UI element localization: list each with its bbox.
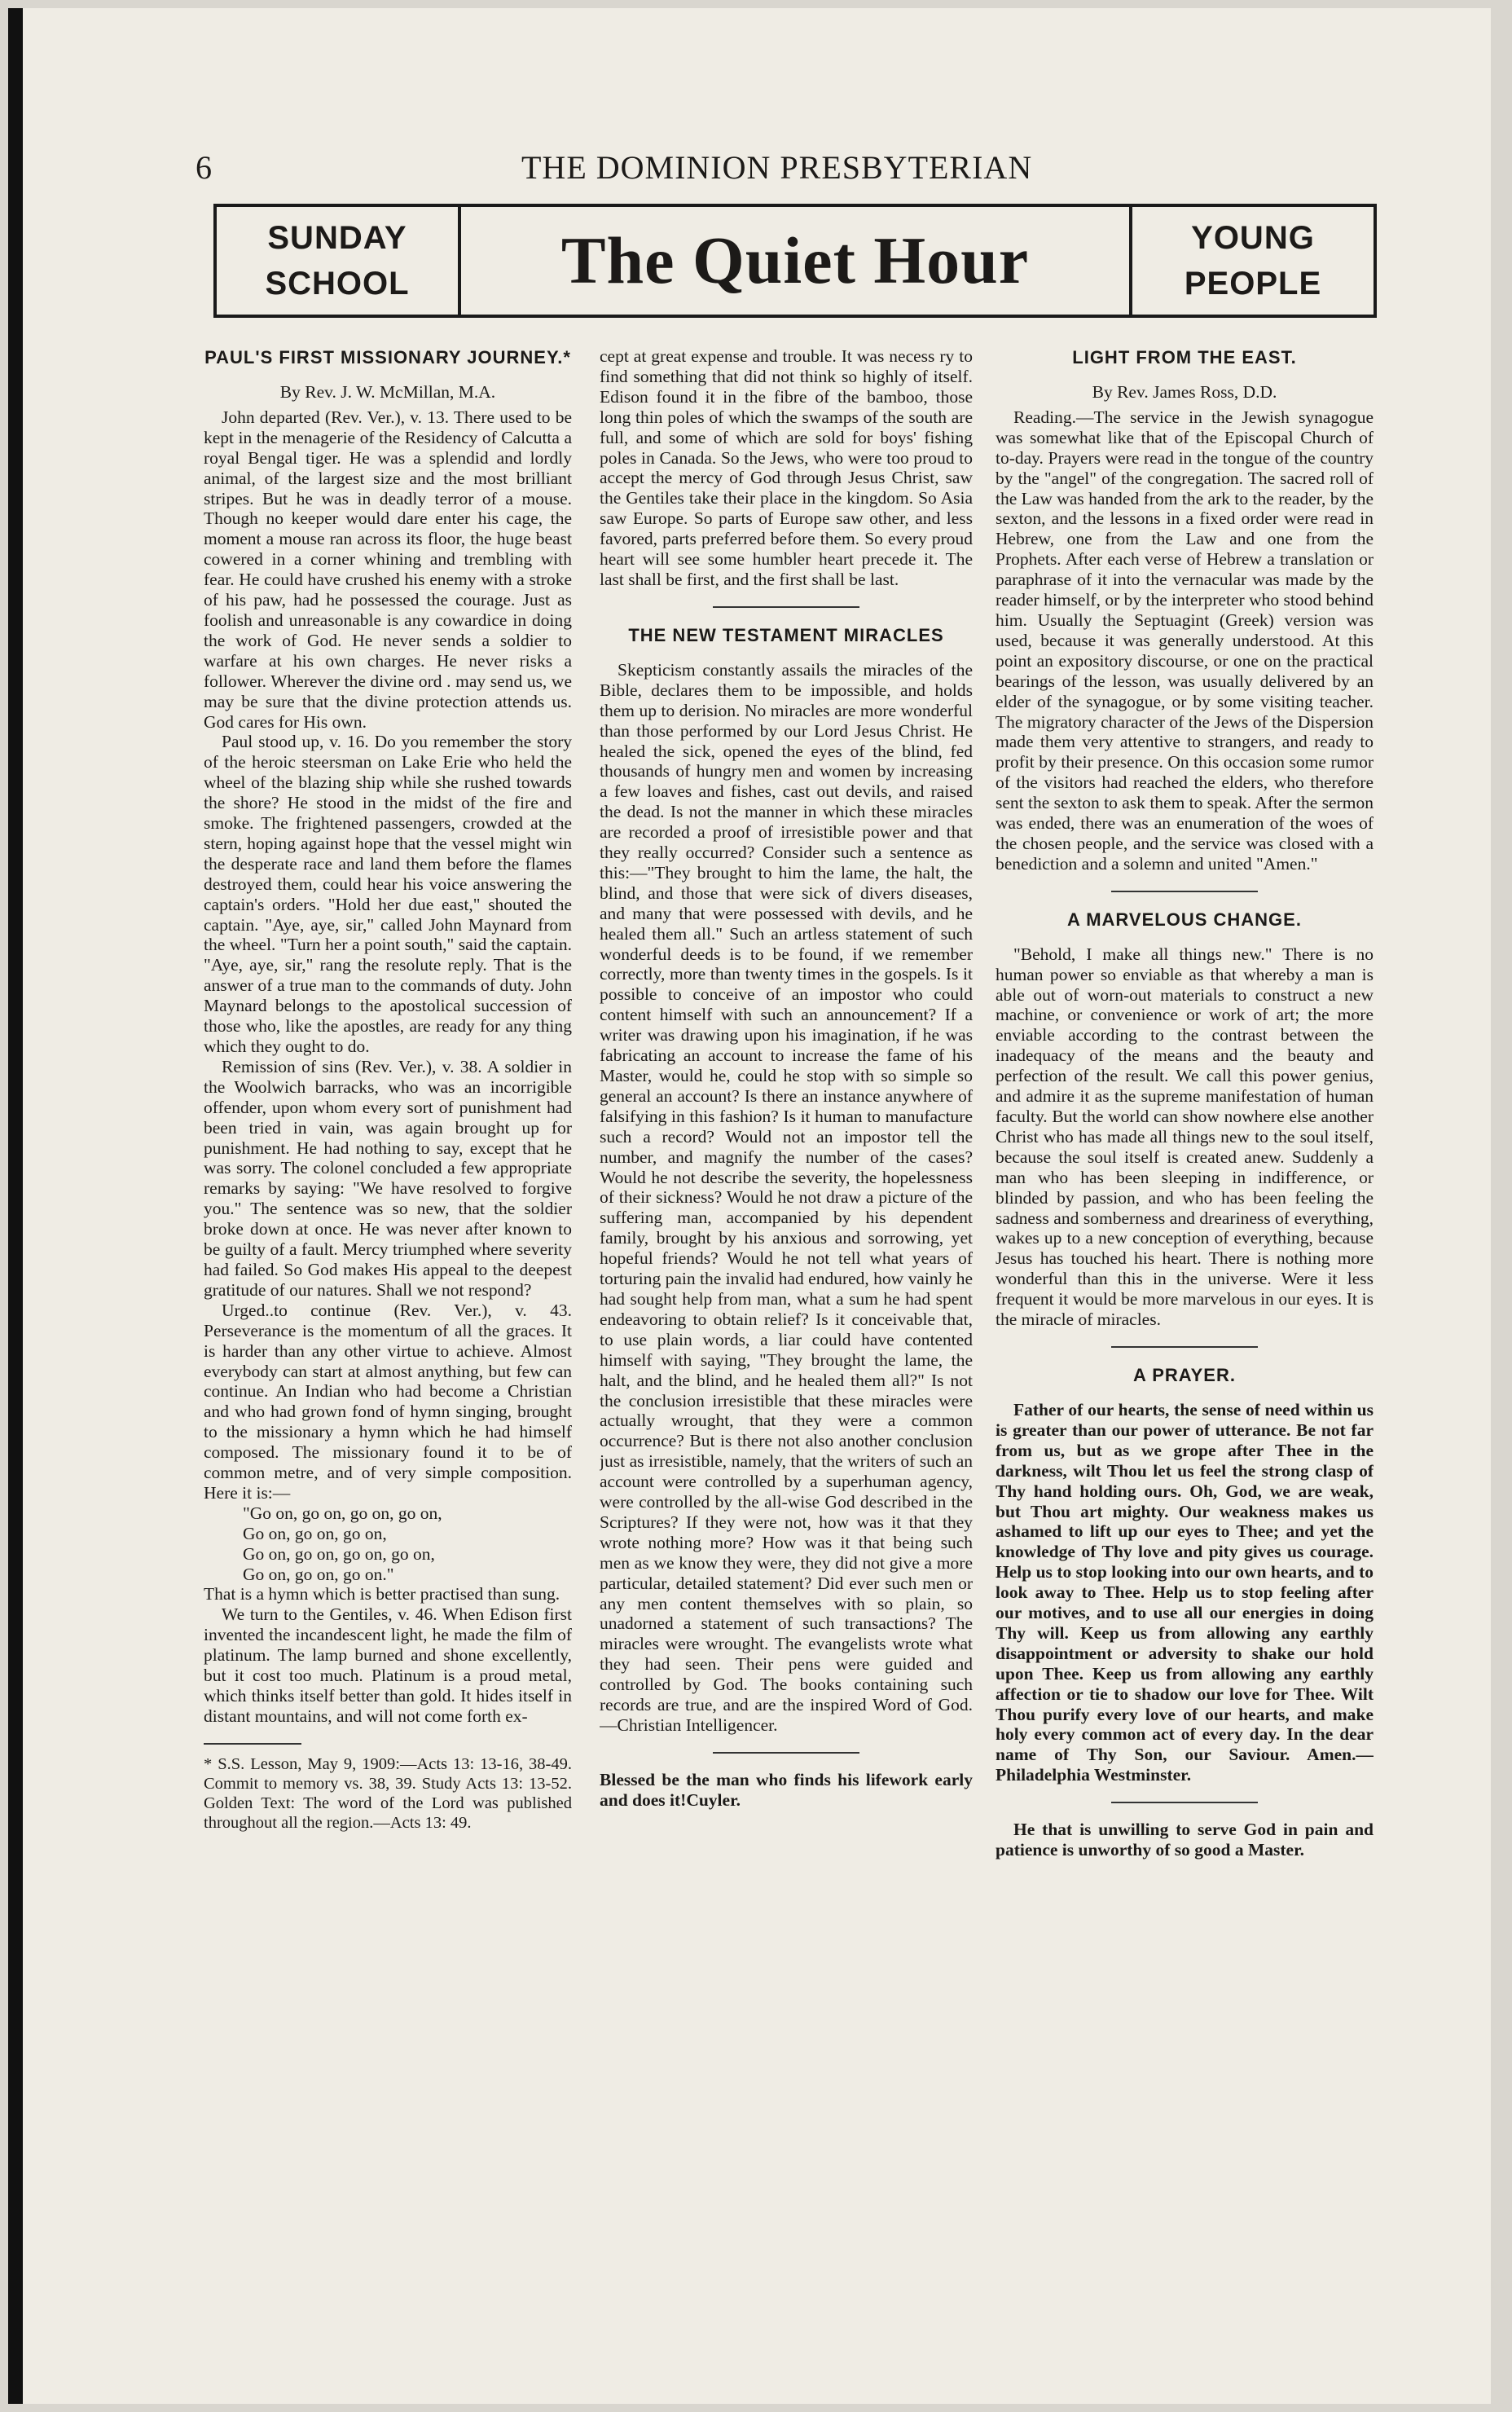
article-byline: By Rev. J. W. McMillan, M.A. xyxy=(279,382,496,402)
scan-edge xyxy=(8,8,23,2404)
closing-quote: Blessed be the man who finds his lifework early and does it!Cuyler. xyxy=(600,1769,973,1810)
section-rule xyxy=(1111,1346,1258,1348)
running-head xyxy=(196,148,1377,189)
article-heading-miracles: THE NEW TESTAMENT MIRACLES xyxy=(628,624,944,645)
column-2 xyxy=(600,346,973,2335)
column-3 xyxy=(996,346,1374,2335)
article-heading-light: LIGHT FROM THE EAST. xyxy=(1072,347,1297,368)
hymn-line: Go on, go on, go on." xyxy=(243,1564,394,1584)
banner-left-line-2: SCHOOL xyxy=(265,266,410,302)
hymn-line: Go on, go on, go on, xyxy=(243,1523,387,1543)
banner-left-line-1: SUNDAY xyxy=(267,220,407,256)
article-paragraph: Reading.—The service in the Jewish synagogue was somewhat like that of the Episcopal Church of to-day. Prayers were read in the tongue of the country by the "angel" of the congregation. The sacred roll of the Law was handed from the ark to the reader, by the sexton, and the lessons in a fixed order were read in Hebrew, one from the Law and one from the Prophets. After each verse of Hebrew a translation or paraphrase of it into the vernacular was made by the reader himself, or by the interpreter who stood behind him. Usually the Septuagint (Greek) version was used, because it was generally understood. At this point an expository discourse, or one on the practical bearings of the lesson, was usually delivered by an elder of the synagogue, or by some visiting teacher. The migratory character of the Jews of the Dispersion made them very attentive to strangers, and ready to profit by their presence. On this occasion some rumor of the visitors had reached the elders, who therefore sent the sexton to ask them to speak. After the sermon was ended, there was an enumeration of the woes of the chosen people, and the service was closed with a benediction and a solemn and united "Amen." xyxy=(996,407,1374,874)
publication-title: THE DOMINION PRESBYTERIAN xyxy=(521,149,1033,186)
column-1 xyxy=(204,346,572,2335)
article-continuation: cept at great expense and trouble. It was necess ry to find something that did not think so highly of itself. Edison found it in the fibre of the bamboo, those long thin poles of which the swamps of the south are full, and some of which are sold for boys' fishing poles in Canada. So the Jews, who were too proud to accept the mercy of God through Jesus Christ, saw the Gentiles take their place in the kingdom. So Asia saw Europe. So parts of Europe saw other, and less favored, parts preferred before them. So every proud heart will see some humbler heart precede it. The last shall be first, and the first shall be last. xyxy=(600,346,973,589)
page-number: 6 xyxy=(196,149,213,186)
article-heading-change: A MARVELOUS CHANGE. xyxy=(1067,909,1302,930)
article-paragraph: Skepticism constantly assails the miracles of the Bible, declares them to be impossible, and holds them up to derision. No miracles are more wonderful than those performed by our Lord Jesus Christ. He healed the sick, opened the eyes of the blind, fed thousands of hungry men and women by increasing a few loaves and fishes, cast out devils, and raised the dead. Is not the manner in which these miracles are recorded a proof of irresistible power and that they really occurred? Consider such a sentence as this:—"They brought to him the lame, the halt, the blind, and those that were sick of divers diseases, and many that were possessed with devils, and he healed them all." Such an artless statement of such wonderful deeds is to be found, if we remember correctly, more than twenty times in the gospels. Is it possible to conceive of an impostor who could content himself with such an announcement? If a writer was drawing upon his imagination, if he was fabricating an account to increase the fame of his Master, would he, could he stop with so simple so general an account? Is there an instance anywhere of falsifying in this fashion? Is it human to manufacture such a record? Would not an impostor tell the number, and magnify the number of the cases? Would he not describe the severity, the hopelessness of their sickness? Would he not draw a picture of the suffering man, accompanied by his dependent family, brought by his anxious and sorrowing, yet hopeful friends? Would he not tell what years of torturing pain the invalid had endured, how vainly he had sought help from man, what a sum he had spent endeavoring to obtain relief? Is it conceivable that, to use plain words, a liar could have contented himself with saying, "They brought the lame, the halt, and the blind, and he healed them all?" Is not the conclusion irresistible that these miracles were actually wrought, that they were a common occurrence? But is there not also another conclusion just as irresistible, namely, that the writers of such an account were controlled by a superhuman agency, were controlled by the all-wise God described in the Scriptures? If they were not, how was it that they wrote nothing more? How was it that being such men as we know they were, they did not give a more particular, detailed statement? Did ever such men or any men content themselves with so plain, so unadorned a statement of such transactions? The miracles were wrought. The evangelists wrote what they had seen. Their pens were guided and controlled by God. The books containing such records are true, and are the inspired Word of God.—Christian Intelligencer. xyxy=(600,659,973,1735)
section-rule xyxy=(1111,1802,1258,1803)
article-paragraph: Remission of sins (Rev. Ver.), v. 38. A soldier in the Woolwich barracks, who was an incorrigible offender, upon whom every sort of punishment had been tried in vain, was again brought up for punishment. He had nothing to say, except that he was sorry. The colonel concluded a few appropriate remarks by saying: "We have resolved to forgive you." The sentence was so new, that the soldier broke down at once. He was never after known to be guilty of a fault. Mercy triumphed where severity had failed. So God makes His appeal to the deepest gratitude of our natures. Shall we not respond? xyxy=(204,1056,572,1300)
prayer-paragraph: Father of our hearts, the sense of need within us is greater than our power of utterance. Be not far from us, but as we grope after Thee in the darkness, wilt Thou let us feel the strong clasp of Thy hand holding ours. Oh, God, we are weak, but Thou art mighty. Our weakness makes us ashamed to lift up our eyes to Thee; and yet the knowledge of Thy love and pity gives us courage. Help us to stop looking into our own hearts, and to look away to Thee. Help us to stop feeling after our motives, and to use all our energies in doing Thy will. Keep us from allowing any earthly disappointment or adversity to shake our hold upon Thee. Keep us from allowing any earthly affection or tie to shadow our love for Thee. Wilt Thou purify every love of our hearts, and make holy every common act of every day. In the dear name of Thy Son, our Saviour. Amen.—Philadelphia Westminster. xyxy=(996,1399,1374,1785)
article-heading-prayer: A PRAYER. xyxy=(1133,1364,1236,1385)
banner-right-line-2: PEOPLE xyxy=(1184,266,1322,302)
newspaper-page xyxy=(8,8,1491,2404)
closing-quote: He that is unwilling to serve God in pain and patience is unworthy of so good a Master. xyxy=(996,1820,1374,1860)
banner-left-box xyxy=(217,207,461,315)
article-paragraph: Urged..to continue (Rev. Ver.), v. 43. Perseverance is the momentum of all the graces. It is harder than any other virtue to achieve. Almost everybody can start at almost anything, but few can continue. An Indian who had become a Christian and who had grown fond of hymn singing, brought to the missionary a hymn which he had himself composed. The missionary found it to be of common metre, and of very simple composition. Here it is:— xyxy=(204,1300,572,1503)
footnote-rule xyxy=(204,1743,301,1745)
section-rule xyxy=(713,1752,859,1754)
article-paragraph: That is a hymn which is better practised than sung. xyxy=(204,1584,560,1604)
article-paragraph: We turn to the Gentiles, v. 46. When Edison first invented the incandescent light, he made the film of platinum. The lamp burned and shone excellently, but it cost too much. Platinum is a proud metal, which thinks itself better than gold. It hides itself in distant mountains, and will not come forth ex- xyxy=(204,1604,572,1726)
article-paragraph: "Behold, I make all things new." There is no human power so enviable as that whereby a man is able out of worn-out materials to construct a new machine, or convenience or work of art; the more enviable according to the contrast between the inadequacy of the means and the beauty and perfection of the result. We call this power genius, and admire it as the supreme manifestation of human faculty. But the world can show nowhere else another Christ who has made all things new to the soul itself, because the soul itself is created anew. Suddenly a man who has been sleeping in indifference, or blinded by passion, and who has been feeling the sadness and somberness and dreariness of everything, wakes up to a new conception of everything, because Jesus has touched his heart. There is nothing more wonderful than this in the universe. Were it less frequent it would be more marvelous in our eyes. It is the miracle of miracles. xyxy=(996,944,1374,1330)
hymn-line: "Go on, go on, go on, go on, xyxy=(243,1503,442,1523)
banner-title-box xyxy=(461,207,1129,315)
article-byline: By Rev. James Ross, D.D. xyxy=(1092,382,1277,402)
banner-right-box xyxy=(1129,207,1374,315)
banner-title: The Quiet Hour xyxy=(560,223,1030,297)
article-heading-missionary: PAUL'S FIRST MISSIONARY JOURNEY.* xyxy=(204,347,571,368)
banner-right-line-1: YOUNG xyxy=(1191,220,1315,256)
section-rule xyxy=(713,606,859,608)
footnote: * S.S. Lesson, May 9, 1909:—Acts 13: 13-16, 38-49. Commit to memory vs. 38, 39. Study Acts 13: 13-52. Golden Text: The word of the Lord was published throughout all the region.—Acts 13: 49. xyxy=(204,1754,572,1832)
section-banner xyxy=(213,204,1377,318)
article-paragraph: Paul stood up, v. 16. Do you remember the story of the heroic steersman on Lake Erie who held the wheel of the blazing ship while she rushed towards the shore? He stood in the midst of the fire and smoke. The frightened passengers, crowded at the stern, hoping against hope that the vessel might win the desperate race and land them before the flames destroyed them, could hear his voice answering the captain's orders. "Hold her due east," shouted the captain. "Aye, aye, sir," called John Maynard from the wheel. "Turn her a point south," said the captain. "Aye, aye, sir," rang the resolute reply. That is the answer of a true man to the commands of duty. John Maynard belongs to the apostolical succession of those who, like the apostles, are ready for any thing which they ought to do. xyxy=(204,732,572,1056)
article-paragraph: John departed (Rev. Ver.), v. 13. There used to be kept in the menagerie of the Residency of Calcutta a royal Bengal tiger. He was a splendid and lordly animal, of the largest size and the most brilliant stripes. But he was in deadly terror of a mouse. Though no keeper would dare enter his cage, the moment a mouse ran across its floor, the huge beast cowered in a corner whining and trembling with fear. He could have crushed his enemy with a stroke of his paw, had he possessed the courage. Just as foolish and unreasonable is any cowardice in doing the work of God. He never sends a soldier to warfare at his own charges. He never risks a follower. Wherever the divine ord . may send us, we may be sure that the divine protection attends us. God cares for His own. xyxy=(204,407,572,732)
hymn-line: Go on, go on, go on, go on, xyxy=(243,1543,435,1564)
section-rule xyxy=(1111,891,1258,892)
